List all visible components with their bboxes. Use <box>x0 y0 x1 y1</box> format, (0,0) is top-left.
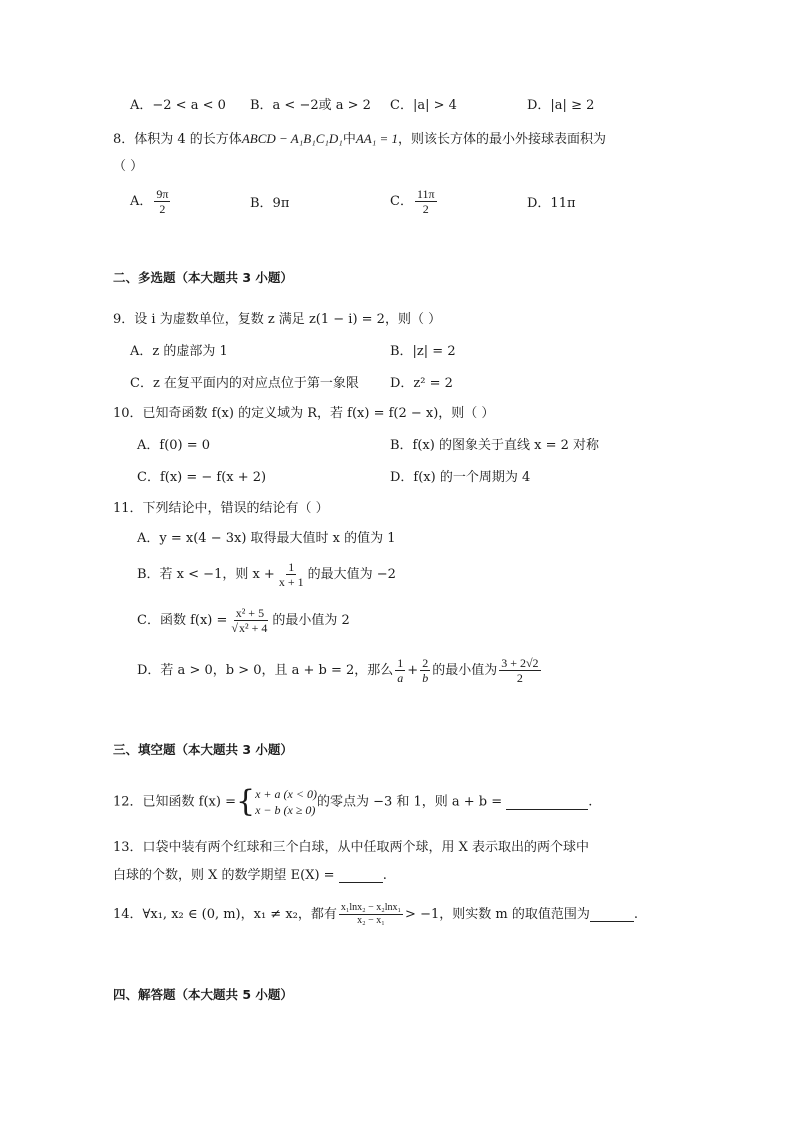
q11-option-c <box>137 606 350 635</box>
q11-option-d-answer <box>499 656 540 685</box>
q7-option-a: A．−2 < a < 0 <box>130 98 226 113</box>
q8-option-c-den: 2 <box>422 202 429 216</box>
q11-option-c-den: √x² + 4 <box>231 621 268 635</box>
q9-option-a: A．z 的虚部为 1 <box>130 344 228 359</box>
q11-option-b-num: 1 <box>288 560 295 574</box>
q8-option-b: B．9π <box>250 196 290 211</box>
q14-fraction <box>339 902 403 927</box>
q12-post: 的零点为 −3 和 1，则 a + b = <box>316 794 503 810</box>
q8-option-a <box>130 187 172 216</box>
q10-option-a: A．f(0) = 0 <box>137 438 211 453</box>
q13-line2 <box>113 866 387 886</box>
q9-option-d: D．z² = 2 <box>390 376 453 391</box>
q11-option-a: A．y = x(4 − 3x) 取得最大值时 x 的值为 1 <box>137 531 396 546</box>
q8-paren: （ ） <box>113 159 144 174</box>
q12-piecewise <box>236 786 317 818</box>
q8-option-a-fraction <box>154 187 170 216</box>
q12-case2: x − b (x ≥ 0) <box>255 803 316 817</box>
q8-option-c-label: C． <box>390 194 413 209</box>
q13-end: . <box>382 868 387 883</box>
q12-stem <box>113 786 592 818</box>
q11-option-d-frac2-num: 2 <box>422 656 429 670</box>
q11-option-c-root: x² + 4 <box>239 621 268 635</box>
q14-pre: 14．∀x₁, x₂ ∈ (0, m)，x₁ ≠ x₂，都有 <box>113 907 337 922</box>
section-heading-multiple-choice: 二、多选题（本大题共 3 小题） <box>113 270 293 285</box>
q11-option-d-frac2 <box>420 656 430 685</box>
q14-post: > −1，则实数 m 的取值范围为 <box>405 907 590 922</box>
q11-option-d <box>137 656 543 685</box>
q14-end: . <box>633 907 638 922</box>
q13-answer-blank[interactable] <box>339 868 383 883</box>
q8-option-a-den: 2 <box>159 202 166 216</box>
q11-option-d-frac2-den: b <box>422 671 429 685</box>
q10-option-c: C．f(x) = − f(x + 2) <box>137 470 267 485</box>
q11-option-d-plus: + <box>407 663 419 678</box>
q8-stem <box>113 129 606 150</box>
q8-stem-math: ABCD − A₁B₁C₁D₁ <box>241 131 343 146</box>
q12-answer-blank[interactable] <box>506 795 588 810</box>
q11-option-d-answer-num: 3 + 2√2 <box>501 656 539 670</box>
q12-pre: 12．已知函数 f(x) = <box>113 794 236 810</box>
q11-stem: 11．下列结论中，错误的结论有（ ） <box>113 501 329 516</box>
q10-stem: 10．已知奇函数 f(x) 的定义域为 R，若 f(x) = f(2 − x)，则（ ） <box>113 406 495 421</box>
q8-option-d: D．11π <box>527 196 576 211</box>
q7-option-d: D．|a| ≥ 2 <box>527 98 595 113</box>
q9-option-c: C．z 在复平面内的对应点位于第一象限 <box>130 376 359 391</box>
q14-stem <box>113 902 638 927</box>
q11-option-d-frac1-num: 1 <box>397 656 404 670</box>
q10-option-d: D．f(x) 的一个周期为 4 <box>390 470 531 485</box>
q13-line2-text: 白球的个数，则 X 的数学期望 E(X) = <box>113 868 335 883</box>
q11-option-d-frac1 <box>395 656 405 685</box>
q8-option-c-num: 11π <box>416 187 435 201</box>
q14-fraction-den: x₂ − x₁ <box>357 915 385 926</box>
section-heading-answer: 四、解答题（本大题共 5 小题） <box>113 987 293 1002</box>
q11-option-d-mid: 的最小值为 <box>432 663 498 678</box>
q11-option-b-den: x + 1 <box>278 575 304 589</box>
q8-option-c-fraction <box>415 187 437 216</box>
q7-option-c: C．|a| > 4 <box>390 98 457 113</box>
q7-option-b: B．a < −2或 a > 2 <box>250 98 371 113</box>
q8-option-c <box>390 187 439 216</box>
q12-case1: x + a (x < 0) <box>255 787 317 801</box>
left-brace-icon: { <box>236 784 256 819</box>
q11-option-b-post: 的最大值为 −2 <box>307 567 396 582</box>
q11-option-b <box>137 560 396 589</box>
q8-option-a-num: 9π <box>156 187 169 201</box>
q14-answer-blank[interactable] <box>590 907 634 922</box>
q11-option-c-fraction <box>229 606 270 635</box>
q14-fraction-num: x₁lnx₂ − x₂lnx₁ <box>340 902 402 913</box>
q8-stem-prefix: 8．体积为 4 的长方体 <box>113 132 242 147</box>
q11-option-b-pre: B．若 x < −1，则 x + <box>137 567 275 582</box>
q13-line1: 13．口袋中装有两个红球和三个白球，从中任取两个球，用 X 表示取出的两个球中 <box>113 840 590 855</box>
q8-stem-mid: 中 <box>342 132 356 147</box>
q9-stem: 9．设 i 为虚数单位，复数 z 满足 z(1 − i) = 2，则（ ） <box>113 312 442 327</box>
q12-end: . <box>588 794 593 810</box>
q8-stem-suffix: ，则该长方体的最小外接球表面积为 <box>398 132 607 147</box>
q11-option-c-post: 的最小值为 2 <box>272 613 350 628</box>
q11-option-c-num: x² + 5 <box>235 606 265 620</box>
q10-option-b: B．f(x) 的图象关于直线 x = 2 对称 <box>390 438 599 453</box>
section-heading-fill-blank: 三、填空题（本大题共 3 小题） <box>113 742 293 757</box>
q11-option-b-fraction <box>277 560 306 589</box>
q11-option-c-pre: C．函数 f(x) = <box>137 613 228 628</box>
q9-option-b: B．|z| = 2 <box>390 344 456 359</box>
q11-option-d-frac1-den: a <box>397 671 404 685</box>
q8-option-a-label: A． <box>130 194 153 209</box>
q8-stem-math2: AA₁ = 1 <box>355 131 399 146</box>
q11-option-d-pre: D．若 a > 0，b > 0，且 a + b = 2，那么 <box>137 663 394 678</box>
q11-option-d-answer-den: 2 <box>516 671 523 685</box>
